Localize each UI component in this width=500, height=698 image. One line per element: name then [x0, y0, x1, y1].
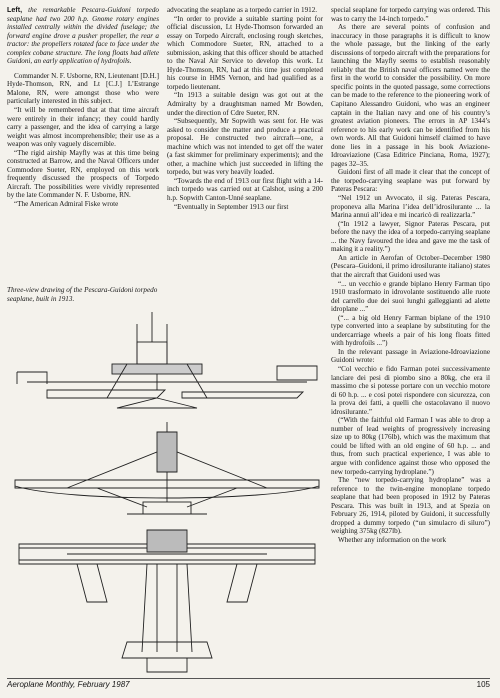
caption-text: the remarkable Pescara-Guidoni torpedo seaplane had two 200 h.p. Gnome rotary engines installed centrally within the divided fuselage; the forward engine drove a pusher propeller, the rear a tractor: the propellers rotated face to face under the complex cobane structure. The long floats had allete Guidoni, an early application of hydrofoils.: [7, 6, 159, 66]
page-footer: [7, 680, 490, 692]
paragraph: Whether any information on the work: [338, 535, 447, 544]
paragraph: “The rigid airship Mayfly was at this time being constructed at Barrow, and the Naval Officers under Commodore Sueter, RN, employed on this work frequently discussed the prospects of Torpedo Aircraft. The possibilities were vividly represented by the late Commander N. F. Usborne, RN.: [7, 148, 159, 200]
paragraph: “In 1913 a suitable design was got out at the Admiralty by a draughtsman named Mr Bowden, under the direction of Cdre Sueter, RN.: [167, 91, 323, 117]
paragraph: advocating the seaplane as a torpedo carrier in 1912.: [167, 6, 318, 14]
paragraph: (“In 1912 a lawyer, Signor Pateras Pescara, put before the navy the idea of a torpedo-carrying seaplane ... the Navy favoured the idea and gave me the task of making it a reality.”): [331, 219, 490, 254]
paragraph: Commander N. F. Usborne, RN, Lieutenant [D.H.] Hyde-Thomson, RN, and Lt [C.J.] L’Estrange Malone, RN, were amongst those who were particularly interested in this subject.: [7, 71, 159, 106]
paragraph: “Col vecchio e fido Farman potei successivamente lanciare dei pesi di piombo sino a 80kg, che era il massimo che si potesse portare con un vecchio motore di 60 h.p. ... e così potei rispondere con sicurezza, con la prova dei fatti, a quelli che ostacolavano il nuovo idrosilurante.”: [331, 364, 490, 416]
paragraph: (“With the faithful old Farman I was able to drop a number of lead weights of progressively increasing size up to 80kg (176lb), which was the maximum that could be lifted with an old engine of 60 h.p. ... and thus, from such practical experience, I was able to argue with confidence against those who opposed the new torpedo-carrying hydroplane.”): [331, 416, 490, 476]
paragraph: An article in Aerofan of October–December 1980 (Pescara–Guidoni, il primo idrosilurante italiano) states that the aircraft that Guidoni used was: [331, 253, 490, 279]
paragraph: “Nel 1912 un Avvocato, il sig. Pateras Pescara, proponeva alla Marina l’idea dell’idrosilurante ... la Marina annuì all’idea e mi incaricò di realizzarla.”: [331, 194, 490, 220]
page-number: 105: [476, 680, 490, 689]
drawing-caption: Three-view drawing of the Pescara-Guidoni torpedo seaplane, built in 1913.: [7, 286, 158, 303]
right-column: [331, 6, 490, 544]
left-column: [7, 6, 159, 209]
side-view: [17, 312, 317, 408]
paragraph: “It will be remembered that at that time aircraft were entirely in their infancy; they could hardly carry a passenger, and the idea of carrying a large weight was almost incomprehensible; their use as a weapon was only vaguely discernible.: [7, 106, 159, 149]
magazine-credit: Aeroplane Monthly, February 1987: [7, 680, 130, 689]
footer-rule: [7, 678, 490, 679]
paragraph: (“... a big old Henry Farman biplane of the 1910 type converted into a seaplane by substituting for the undercarriage wheels a pair of his long floats fitted with hydrofoils ...”): [331, 313, 490, 348]
caption-lead: Left,: [7, 6, 23, 14]
paragraph: “Subsequently, Mr Sopwith was sent for. He was asked to consider the matter and produce a practical proposal. He constructed two aircraft—one, a machine which was not intended to get off the water (a fast skimmer for preliminary experiments); and the other, a machine which just succeeded in lifting the torpedo, but was very heavily loaded.: [167, 117, 323, 177]
paragraph: In the relevant passage in Aviazione-Idroaviazione Guidoni wrote:: [331, 347, 490, 365]
photo-caption: [7, 6, 159, 66]
three-view-drawing: [7, 302, 327, 676]
paragraph: “In order to provide a suitable starting point for official discussion, Lt Hyde-Thomson forwarded an essay on Torpedo Aircraft, enclosing rough sketches, which Commodore Sueter, RN, attached to a submission, asking that this officer should be attached to the Naval Air Service to develop this work. Lt Hyde-Thomson, RN, had at this time just completed his course in HMS Vernon, and had qualified as a torpedo lieutenant.: [167, 14, 323, 91]
paragraph: Guidoni first of all made it clear that the concept of the torpedo-carrying seaplane was put forward by Pateras Pescara:: [331, 168, 490, 194]
middle-column: [167, 6, 323, 211]
paragraph: “... un vecchio e grande biplano Henry Farman tipo 1910 trasformato in idrovolante sostituendo alle ruote del carrello due dei suoi lunghi galleggianti ad alette idroplane ...”: [331, 279, 490, 314]
plan-view: [19, 530, 315, 672]
paragraph: The “new torpedo-carrying hydroplane” was a reference to the twin-engine monoplane torpedo seaplane that had been proposed in 1912 by Pateras Pescara. This was built in 1913, and at Spezia on February 26, 1914, piloted by Guidoni, it successfully dropped a dummy torpedo (“un simulacro di siluro”) weighing 375kg (827lb).: [331, 476, 490, 536]
paragraph: As there are several points of confusion and inaccuracy in those paragraphs it is difficult to know the whole passage, but the linking of the early discussions of torpedo aircraft with the preparations for launching the Mayfly seems to establish reasonably reliably that the British naval officers named were the first in the world to consider the possibility. On more specific points in the quoted passage, some corrections can be made to the reference to the pioneering work of Capitano Alessandro Guidoni, who was an engineer captain in the Italian navy and one of his country’s greatest aviation pioneers. The errors in AP 1344’s reference to his early work can be identified from his own words. All that Guidoni himself claimed to have done lies in a passage in his book Aviazione-Idroaviazione (Casa Editrice Pinciana, Roma, 1927); pages 32–35.: [331, 23, 490, 168]
paragraph: “Eventually in September 1913 our first: [174, 202, 289, 211]
paragraph: “The American Admiral Fiske wrote: [14, 200, 119, 209]
front-view: [15, 422, 319, 514]
paragraph: special seaplane for torpedo carrying was ordered. This was to carry the 14-inch torpedo.”: [331, 6, 490, 23]
paragraph: “Towards the end of 1913 our first flight with a 14-inch torpedo was carried out at Calshot, using a 200 h.p. Sopwith Canton-Unné seaplane.: [167, 176, 323, 203]
